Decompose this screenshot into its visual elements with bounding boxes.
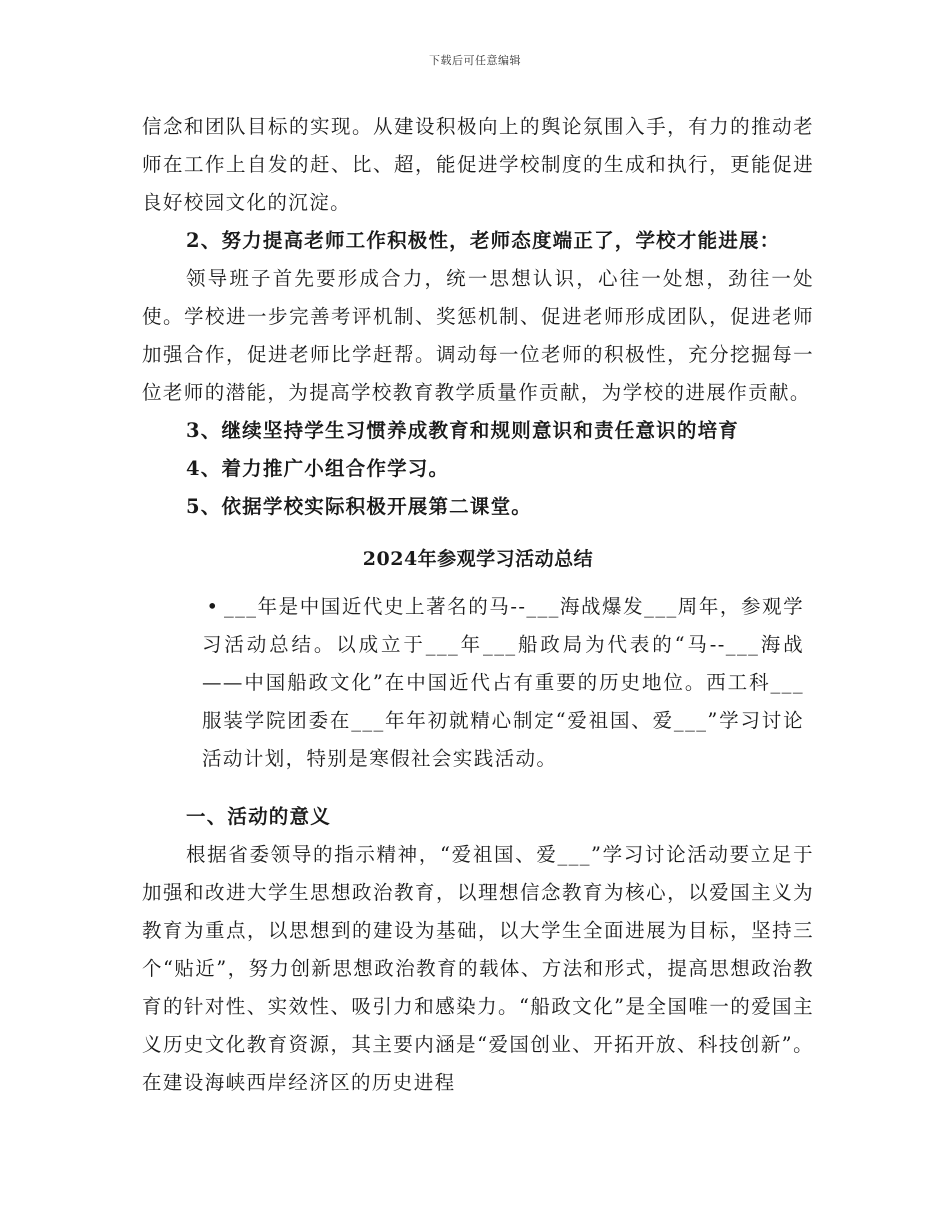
article-title: 2024年参观学习活动总结 [362, 548, 594, 570]
heading-item-2: 2、努力提高老师工作积极性，老师态度端正了，学校才能进展： [186, 229, 781, 252]
article-intro-text: ___年是中国近代史上著名的马--___海战爆发___周年，参观学习活动总结。以成立于___年___船政局为代表的“马--___海战——中国船政文化”在中国近代占有重要的历史地位。西工科___服装学院团委在___年年初就精心制定“爱祖国、爱___”学习讨论活动计划，特别是寒假社会实践活动。 [202, 595, 804, 770]
paragraph-leadership: 领导班子首先要形成合力，统一思想认识，心往一处想，劲往一处使。学校进一步完善考评机制、奖惩机制、促进老师形成团队，促进老师加强合作，促进老师比学赶帮。调动每一位老师的积极性，充分挖掘每一位老师的潜能，为提高学校教育教学质量作贡献，为学校的进展作贡献。 [142, 267, 814, 404]
page-header: 下载后可任意编辑 [429, 54, 521, 67]
document-body [142, 108, 814, 1102]
heading-item-4: 4、着力推广小组合作学习。 [186, 457, 450, 480]
heading-item-5: 5、依据学校实际积极开展第二课堂。 [186, 495, 532, 518]
article-intro [142, 588, 814, 778]
heading-item-3: 3、继续坚持学生习惯养成教育和规则意识和责任意识的培育 [186, 419, 739, 442]
bullet-marker: • [206, 595, 220, 618]
section-heading-significance: 一、活动的意义 [186, 805, 331, 828]
paragraph-significance: 根据省委领导的指示精神，“爱祖国、爱___”学习讨论活动要立足于加强和改进大学生思想政治教育，以理想信念教育为核心，以爱国主义为教育为重点，以思想到的建设为基础，以大学生全面进展为目标，坚持三个“贴近”，努力创新思想政治教育的载体、方法和形式，提高思想政治教育的针对性、实效性、吸引力和感染力。“船政文化”是全国唯一的爱国主义历史文化教育资源，其主要内涵是“爱国创业、开拓开放、科技创新”。在建设海峡西岸经济区的历史进程 [142, 843, 814, 1094]
paragraph-continuation: 信念和团队目标的实现。从建设积极向上的舆论氛围入手，有力的推动老师在工作上自发的赶、比、超，能促进学校制度的生成和执行，更能促进良好校园文化的沉淀。 [142, 115, 814, 214]
